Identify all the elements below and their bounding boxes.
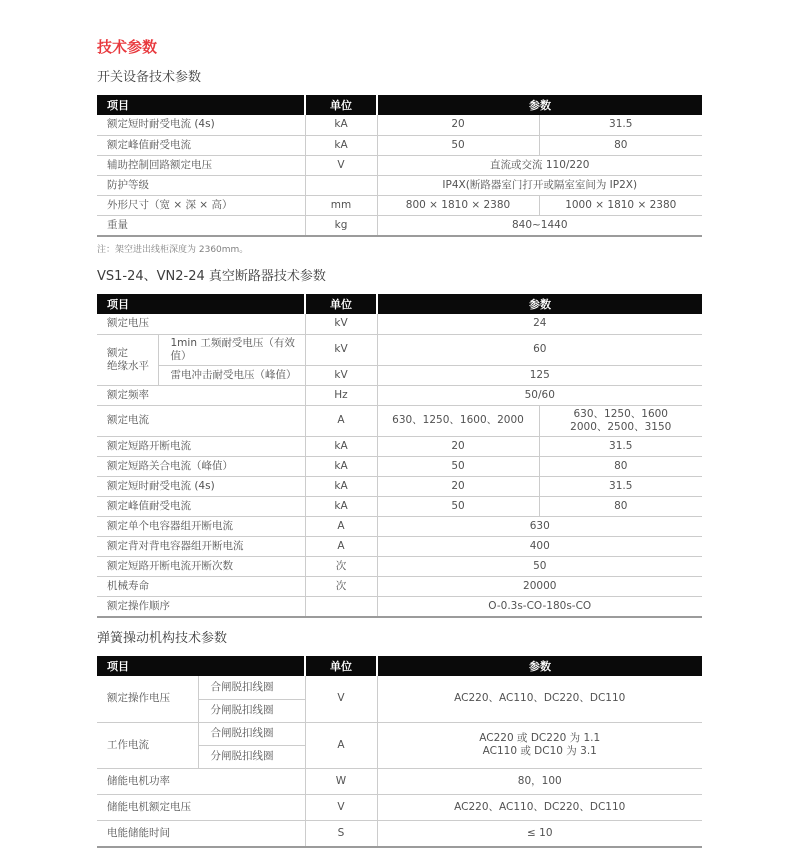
param-cell: AC220、AC110、DC220、DC110 [377,676,702,722]
item-cell: 防护等级 [97,175,305,195]
mechanism-params-table-wrap [97,656,702,848]
param-cell: 50 [377,135,539,155]
item-cell: 额定背对背电容器组开断电流 [97,536,305,556]
param-cell: 630、1250、1600、2000 [377,405,539,436]
param-cell: 24 [377,314,702,334]
param-cell: 80 [539,456,702,476]
col-header-unit: 单位 [305,294,377,314]
unit-cell: kg [305,215,377,235]
item-cell: 储能电机额定电压 [97,794,305,820]
item-cell: 重量 [107,218,128,231]
table-header-row [97,95,702,115]
table-row [97,476,702,496]
table-row [97,314,702,334]
col-header-unit: 单位 [305,656,377,676]
table-row [97,155,702,175]
item-cell: 机械寿命 [97,576,305,596]
unit-cell: A [305,516,377,536]
param-cell: 直流或交流 110/220 [377,155,702,175]
item-cell: 额定峰值耐受电流 [97,135,305,155]
mechanism-params-table [97,656,702,846]
unit-cell: kV [305,334,377,365]
param-cell: 630、1250、1600 2000、2500、3150 [539,405,702,436]
col-header-param: 参数 [377,656,702,676]
param-cell: O-0.3s-CO-180s-CO [377,596,702,616]
item-cell: 外形尺寸（宽 × 深 × 高） [97,195,305,215]
table-row [97,496,702,516]
unit-cell: kA [305,476,377,496]
unit-cell: kV [305,365,377,385]
switchgear-params-table [97,95,702,235]
breaker-params-table [97,294,702,616]
item-cell: 额定频率 [97,385,305,405]
col-header-item: 项目 [97,294,305,314]
param-cell: 80 [539,135,702,155]
unit-cell: W [305,768,377,794]
group-cell: 额定 绝缘水平 [97,334,158,385]
group-cell: 工作电流 [97,722,198,768]
col-header-item: 项目 [97,656,305,676]
param-cell: 50 [377,556,702,576]
unit-cell: mm [305,195,377,215]
col-header-param: 参数 [377,294,702,314]
param-cell: 31.5 [539,115,702,135]
param-cell: 20000 [377,576,702,596]
subitem-cell: 合闸脱扣线圈 [198,722,305,745]
table-note: 注：架空进出线柜深度为 2360mm。 [97,245,249,255]
col-header-item: 项目 [97,95,305,115]
table-row [97,456,702,476]
param-cell: 125 [377,365,702,385]
table-row [97,556,702,576]
subitem-cell: 合闸脱扣线圈 [198,676,305,699]
breaker-params-table-wrap [97,294,702,618]
unit-cell: V [305,794,377,820]
unit-cell: 次 [305,576,377,596]
table-row [97,516,702,536]
group-cell: 额定操作电压 [97,676,198,722]
param-cell: 31.5 [539,436,702,456]
table-row [97,365,702,385]
param-cell: 800 × 1810 × 2380 [377,195,539,215]
param-cell: IP4X(断路器室门打开或隔室室间为 IP2X) [377,175,702,195]
param-cell: AC220 或 DC220 为 1.1 AC110 或 DC10 为 3.1 [377,722,702,768]
table-row [97,215,702,235]
item-cell: 额定短路开断电流 [97,436,305,456]
table-row [97,195,702,215]
param-cell: 630 [377,516,702,536]
param-cell: 50/60 [377,385,702,405]
param-cell: 80，100 [377,768,702,794]
table-row [97,820,702,846]
section-heading-switchgear: 开关设备技术参数 [97,70,202,85]
unit-cell: kA [305,135,377,155]
table-row [97,175,702,195]
unit-cell: A [305,536,377,556]
param-cell: 400 [377,536,702,556]
param-cell: 50 [377,456,539,476]
param-cell: 31.5 [539,476,702,496]
unit-cell: V [305,155,377,175]
param-cell: ≤ 10 [377,820,702,846]
switchgear-params-table-wrap [97,95,702,237]
unit-cell: A [305,405,377,436]
unit-cell: kA [305,115,377,135]
table-row [97,596,702,616]
table-row [97,576,702,596]
unit-cell [305,596,377,616]
item-cell: 额定操作顺序 [107,599,170,612]
item-cell: 额定短路开断电流开断次数 [97,556,305,576]
param-cell: 1000 × 1810 × 2380 [539,195,702,215]
unit-cell [305,175,377,195]
subitem-cell: 1min 工频耐受电压（有效值） [158,334,305,365]
unit-cell: kA [305,436,377,456]
param-cell: 60 [377,334,702,365]
unit-cell: Hz [305,385,377,405]
table-row [97,536,702,556]
unit-cell: kA [305,456,377,476]
item-cell: 辅助控制回路额定电压 [97,155,305,175]
item-cell: 额定短时耐受电流 (4s) [97,476,305,496]
param-cell: 840~1440 [377,215,702,235]
param-cell: 50 [377,496,539,516]
param-cell: 80 [539,496,702,516]
item-cell: 额定单个电容器组开断电流 [97,516,305,536]
item-cell: 额定电压 [97,314,305,334]
table-header-row [97,656,702,676]
unit-cell: S [305,820,377,846]
table-row [97,794,702,820]
page-title: 技术参数 [97,38,158,56]
table-row [97,768,702,794]
table-row [97,405,702,436]
col-header-unit: 单位 [305,95,377,115]
table-row [97,436,702,456]
table-header-row [97,294,702,314]
table-row [97,722,702,745]
unit-cell: kV [305,314,377,334]
table-row [97,334,702,365]
item-cell: 额定电流 [97,405,305,436]
item-cell: 额定短时耐受电流 (4s) [97,115,305,135]
param-cell: AC220、AC110、DC220、DC110 [377,794,702,820]
param-cell: 20 [377,476,539,496]
subitem-cell: 分闸脱扣线圈 [198,745,305,768]
unit-cell: V [305,676,377,722]
item-cell: 电能储能时间 [107,826,170,839]
table-row [97,385,702,405]
table-row [97,115,702,135]
unit-cell: kA [305,496,377,516]
subitem-cell: 分闸脱扣线圈 [198,699,305,722]
col-header-param: 参数 [377,95,702,115]
item-cell: 储能电机功率 [97,768,305,794]
section-heading-mechanism: 弹簧操动机构技术参数 [97,631,228,646]
unit-cell: 次 [305,556,377,576]
section-heading-breaker: VS1-24、VN2-24 真空断路器技术参数 [97,269,326,284]
item-cell: 额定峰值耐受电流 [97,496,305,516]
item-cell: 额定短路关合电流（峰值） [97,456,305,476]
table-row [97,676,702,699]
table-row [97,135,702,155]
unit-cell: A [305,722,377,768]
param-cell: 20 [377,436,539,456]
subitem-cell: 雷电冲击耐受电压（峰值） [158,365,305,385]
param-cell: 20 [377,115,539,135]
